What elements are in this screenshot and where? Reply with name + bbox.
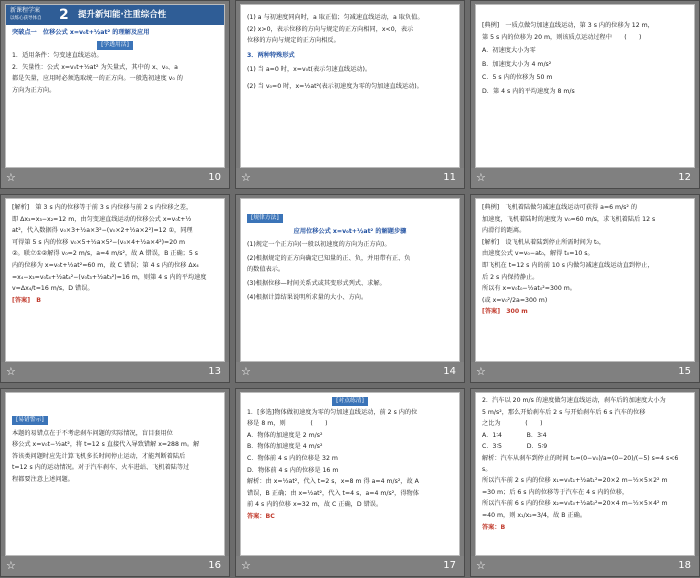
slide-footer [236,556,464,576]
text-line: 1．[多选]物体做初速度为零的匀加速直线运动，前 2 s 内的位 [247,408,418,416]
text-line: 位移的方向与规定的正方向相反。 [247,37,340,45]
slide-thumbnail-17[interactable] [235,388,465,577]
text-line: 2．汽车以 20 m/s 的速度做匀速直线运动，刹车后的加速度大小为 [482,397,666,404]
option-a: A．物体的加速度是 2 m/s² [247,431,323,439]
text-line: =30 m；后 6 s 内的位移等于汽车在 4 s 内的位移， [482,488,629,496]
option-cd: C．3∶5 D．5∶9 [482,443,548,451]
text-line: (2) x>0，表示位移的方向与规定的正方向相同，x<0，表示 [247,25,414,33]
slide-footer [236,168,464,188]
slide-number: 11 [443,172,456,183]
text-line: 加速度，飞机着陆时的速度为 v₀=60 m/s，求飞机着陆后 12 s [482,215,656,223]
text-line: 错误，B 正确；由 x=½at²，代入 t=4 s，a=4 m/s²，得物体 [247,489,419,497]
slide-footer [1,362,229,382]
section-label: [易错警示] [12,416,48,425]
slide-content [5,392,225,556]
star-icon[interactable]: ☆ [6,559,16,572]
header-brand: 新课程学案 [10,7,41,14]
text-line: (4)根据计算结果说明所求量的大小、方向。 [247,293,368,301]
text-line: [典例] 飞机着陆做匀减速直线运动可获得 a=6 m/s² 的 [482,204,638,211]
option-b: B．物体的加速度是 4 m/s² [247,443,323,451]
slide-thumbnail-15[interactable] [470,194,700,383]
slide-content [475,198,695,362]
section-label: [学透用活] [97,41,133,50]
text-line: 解析：汽车从刹车到停止的时间 t₀=(0−v₀)/a=(0−20)/(−5) s=4 s<6 s。 [482,454,679,473]
slide-footer [471,362,699,382]
slide-thumbnail-13[interactable] [0,194,230,383]
text-line: 内滑行的距离。 [482,227,526,235]
slide-number: 14 [443,366,456,377]
section-label: [规律方法] [247,214,283,223]
text-line: 所以有 x=v₀t₀−½at₀²=300 m。 [482,285,576,293]
text-line: 所以汽车前 2 s 内的位移 x₁=v₀t₁+½at₁²=20×2 m−½×5×2² m [482,477,668,485]
text-line: 即飞机在 t=12 s 内的前 10 s 内做匀减速直线运动直到停止， [482,261,654,269]
text-line: 第 5 s 内的位移为 20 m，则该质点运动过程中 ( ) [482,33,642,41]
slide-content [240,198,460,362]
slide-number: 15 [678,366,691,377]
text-line: =40 m，则 x₁/x₂=3/4，故 B 正确。 [482,511,587,519]
text-line: at²，代入数据得 v₀×3+½a×3²−(v₀×2+½a×2²)=12 ①，同理 [12,227,193,235]
text-line: [解析] 第 3 s 内的位移等于前 3 s 内位移与前 2 s 内位移之差， [12,204,193,211]
text-line: (1) a 与初速度同向时，a 取正值；匀减速直线运动，a 取负值。 [247,14,424,21]
text-line: 之比为 ( ) [482,420,543,428]
star-icon[interactable]: ☆ [476,559,486,572]
slide-footer [1,556,229,576]
section-title: 应用位移公式 x=v₀t+½at² 的解题步骤 [293,227,407,235]
slide-content [240,4,460,168]
option-c: C．物体前 4 s 内的位移是 32 m [247,454,338,462]
slide-thumbnail-11[interactable] [235,0,465,189]
option-c: C．5 s 内的位移为 50 m [482,74,553,82]
option-d: D．物体前 4 s 内的位移是 16 m [247,466,339,474]
slide-footer [236,362,464,382]
star-icon[interactable]: ☆ [6,171,16,184]
text-line: (1)规定一个正方向(一般以初速度的方向为正方向)。 [247,241,391,249]
text-line: 方向为正方向。 [12,86,56,94]
text-line: 后 2 s 内保持静止。 [482,273,539,281]
text-line: v=Δx₄/t=16 m/s，D 错误。 [12,285,94,293]
text-line: 本题的易错点在于不考虑刹车问题的实际情况，盲目套用位 [12,429,173,437]
section-title: 突破点一 位移公式 x=v₀t+½at² 的理解及应用 [12,29,150,36]
section-label: [对点练清] [332,397,368,406]
text-line: t=12 s 内的运动情况。对于汽车刹车、火车进站、飞机着陆等过 [12,464,190,472]
slide-header [6,5,224,25]
star-icon[interactable]: ☆ [6,365,16,378]
answer-line: 答案：B [482,523,506,531]
slide-content [5,198,225,362]
header-title: 提升新知能·注重综合性 [78,10,167,20]
answer-line: [答案] 300 m [482,308,528,316]
answer-line: 答案：BC [247,512,275,520]
text-line: 所以汽车前 6 s 内的位移 x₂=v₀t₀+½at₀²=20×4 m−½×5×4² m [482,500,668,508]
slide-thumbnail-12[interactable] [470,0,700,189]
text-line: 移公式 x=v₀t−½at²，将 t=12 s 直接代入导致错解 x=288 m。解 [12,441,200,449]
text-line: 内的位移为 x=v₀t+½at²=60 m，故 C 错误；第 4 s 内的位移 Δx₄ [12,261,199,269]
slide-content [240,392,460,556]
text-line: 解析：由 x=½at²，代入 t=2 s，x=8 m 得 a=4 m/s²，故 A [247,478,419,486]
header-sub: 以练心获导体自 [10,16,42,21]
text-line: [典例] 一质点做匀加速直线运动，第 3 s 内的位移为 12 m， [482,22,654,29]
option-d: D．第 4 s 内的平均速度为 8 m/s [482,87,575,95]
star-icon[interactable]: ☆ [476,171,486,184]
slide-number: 18 [678,560,691,571]
text-line: (或 x=v₀²/2a=300 m) [482,296,548,304]
answer-line: [答案] B [12,296,41,304]
option-b: B．加速度大小为 4 m/s² [482,60,552,68]
slide-content [475,392,695,556]
text-line: 3．两种特殊形式 [247,51,295,59]
slide-footer [471,556,699,576]
slide-content [5,4,225,168]
slide-footer [471,168,699,188]
text-line: 都是矢量，应用时必须选取统一的正方向。一般选初速度 v₀ 的 [12,75,183,83]
star-icon[interactable]: ☆ [241,559,251,572]
slide-number: 10 [208,172,221,183]
text-line: (1) 当 a=0 时，x=v₀t(表示匀速直线运动)。 [247,66,372,74]
text-line: 程都要注意上述问题。 [12,475,74,483]
text-line: (3)根据位移—时间关系式或其变形式列式、求解。 [247,279,386,287]
star-icon[interactable]: ☆ [476,365,486,378]
text-line: [解析] 设飞机从着陆到停止所需时间为 t₀， [482,238,606,246]
star-icon[interactable]: ☆ [241,171,251,184]
text-line: 1．适用条件：匀变速直线运动。 [12,52,103,60]
slide-number: 16 [208,560,221,571]
text-line: ②。联立①②解得 v₀=2 m/s，a=4 m/s²，故 A 错误，B 正确；5 s [12,250,198,258]
text-line: 可得第 5 s 内的位移 v₀×5+½a×5²−(v₀×4+½a×4²)=20 m [12,238,186,246]
option-a: A．初速度大小为零 [482,47,536,55]
text-line: 由速度公式 v=v₀−at₀，解得 t₀=10 s。 [482,250,594,258]
text-line: 前 4 s 内的位移 x=32 m，故 C 正确，D 错误。 [247,501,383,509]
slide-number: 12 [678,172,691,183]
text-line: =x₄−x₃=v₀t₄+½at₄²−(v₀t₃+½at₃²)=16 m，则第 4 s 内的平均速度 [12,273,207,281]
slide-thumbnail-18[interactable] [470,388,700,577]
slide-number: 13 [208,366,221,377]
slide-content [475,4,695,168]
text-line: (2) 当 v₀=0 时，x=½at²(表示初速度为零的匀加速直线运动)。 [247,82,423,90]
header-number: 2 [59,7,69,23]
text-line: 即 Δx₃=x₃−x₂=12 m，由匀变速直线运动的位移公式 x=v₀t+½ [12,215,192,223]
text-line: 移是 8 m，则 ( ) [247,420,328,428]
option-ab: A．1∶4 B．3∶4 [482,431,547,439]
star-icon[interactable]: ☆ [241,365,251,378]
text-line: 答该类问题时应先计算飞机多长时间停止运动，才能判断着陆后 [12,452,186,460]
text-line: (2)根据规定的正方向确定已知量的正、负，并用带有正、负 [247,254,411,262]
slide-number: 17 [443,560,456,571]
slide-footer [1,168,229,188]
text-line: 5 m/s²，那么开始刹车后 2 s 与开始刹车后 6 s 汽车的位移 [482,408,646,416]
slide-thumbnail-10[interactable] [0,0,230,189]
slide-thumbnail-16[interactable] [0,388,230,577]
slide-thumbnail-14[interactable] [235,194,465,383]
text-line: 的数值表示。 [247,266,285,274]
text-line: 2．矢量性：公式 x=v₀t+½at² 为矢量式，其中的 x、v₀、a [12,63,178,71]
